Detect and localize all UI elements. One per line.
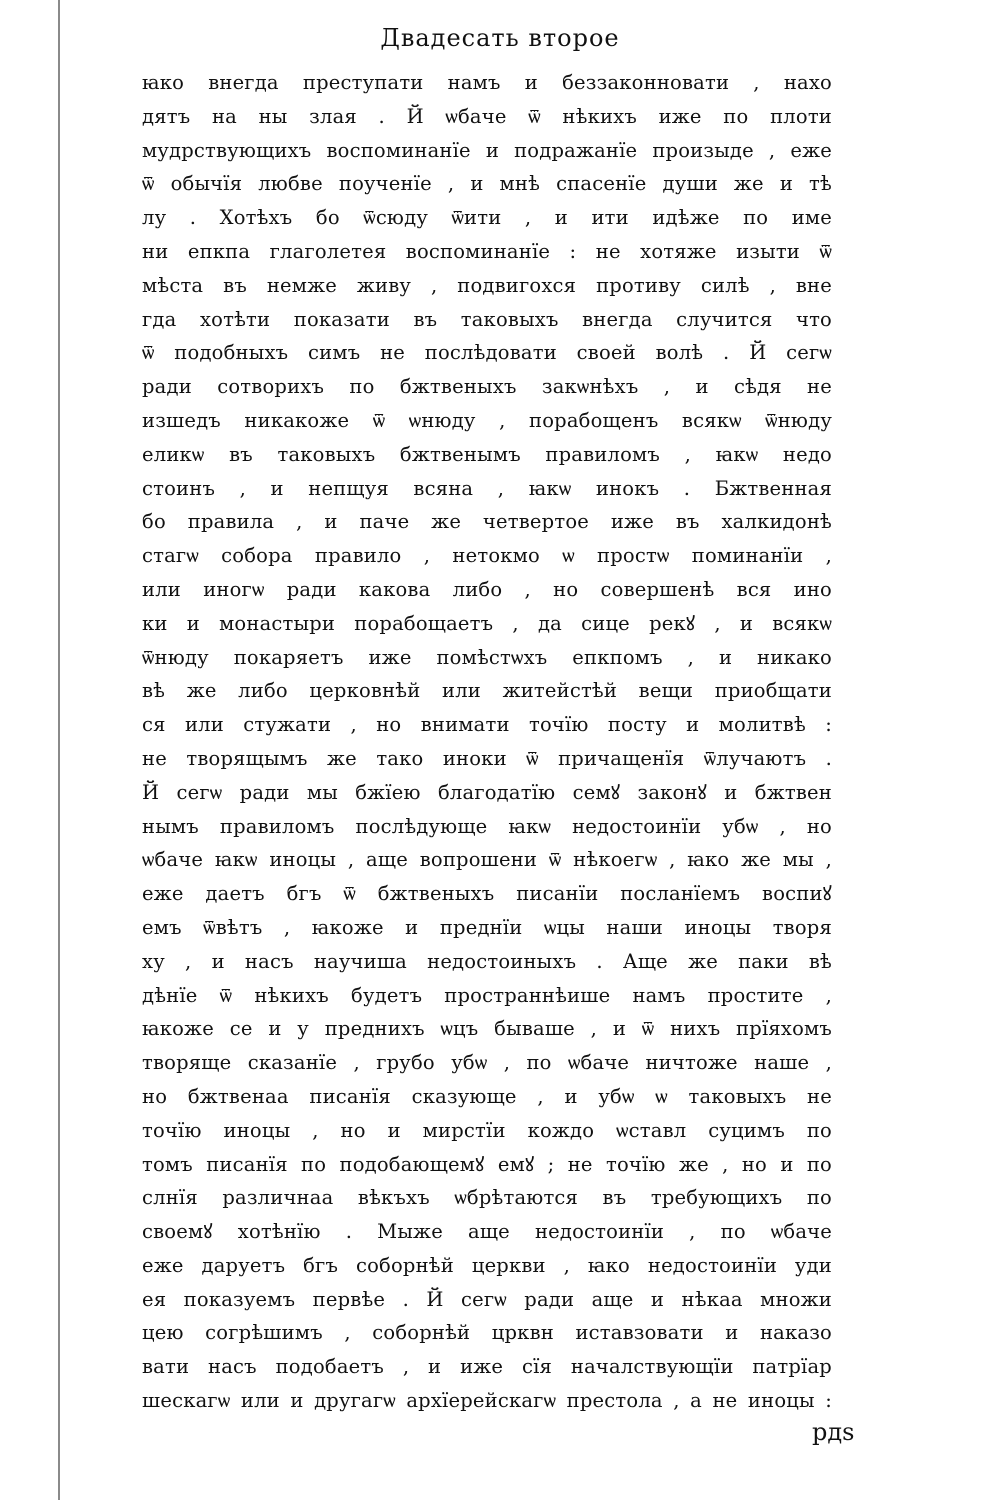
- text-line: ꙗкоже се и у преднихъ ѡцъ бываше , и ѿ нихъ прїяхомъ: [142, 1017, 832, 1041]
- text-line: ни епкпа глаголетея воспоминанїе : не хотяже изыти ѿ: [142, 239, 832, 263]
- text-line: еже даруетъ бгъ соборнѣй церкви , ꙗко недостоинїи уди: [142, 1253, 832, 1277]
- text-line: ради сотворихъ по бжтвеныхъ закѡнѣхъ , и сѣдя не: [142, 375, 832, 399]
- text-line: не творящымъ же тако иноки ѿ причащенїя ѿлучаютъ .: [142, 746, 832, 770]
- text-line: точїю иноцы , но и мирстїи кождо ѡставл суцимъ по: [142, 1118, 832, 1142]
- text-line: мѣста въ немже живу , подвигохся противу силѣ , вне: [142, 273, 832, 297]
- text-line: дятъ на ны злая . Й ѡбаче ѿ нѣкихъ иже по плоти: [142, 104, 832, 128]
- page-edge-shadow: [58, 0, 60, 1500]
- text-line: томъ писанїя по подобающемꙋ емꙋ ; не точїю же , но и по: [142, 1152, 832, 1176]
- text-line: ху , и насъ научиша недостоиныхъ . Аще же паки вѣ: [142, 949, 832, 973]
- text-line: еже даетъ бгъ ѿ бжтвеныхъ писанїи посланїемъ воспиꙋ: [142, 882, 832, 906]
- text-line: стоинъ , и непщуя всяна , ꙗкѡ инокъ . Бжтвенная: [142, 476, 832, 500]
- text-line: шескагѡ или и другагѡ архїерейскагѡ престола , а не иноцы :: [142, 1389, 832, 1413]
- text-line: цею согрѣшимъ , соборнѣй црквн иставзовати и наказо: [142, 1321, 832, 1345]
- running-head: Двадесать второе: [380, 24, 620, 52]
- text-block: [142, 66, 832, 1418]
- text-line: изшедъ никакоже ѿ ѡнюду , порабощенъ всякѡ ѿнюду: [142, 408, 832, 432]
- text-line: но бжтвенаа писанїя сказующе , и убѡ ѡ таковыхъ не: [142, 1084, 832, 1108]
- text-line: слнїя различнаа вѣкъхъ ѡбрѣтаются въ требующихъ по: [142, 1186, 832, 1210]
- text-line: ѿ подобныхъ симъ не послѣдовати своей волѣ . Й сегѡ: [142, 341, 832, 365]
- text-line: еликѡ въ таковыхъ бжтвенымъ правиломъ , ꙗкѡ недо: [142, 442, 832, 466]
- text-line: нымъ правиломъ послѣдующе ꙗкѡ недостоинїи убѡ , но: [142, 814, 832, 838]
- text-line: вѣ же либо церковнѣй или житейстѣй вещи приобщати: [142, 679, 832, 703]
- text-line: или иногѡ ради какова либо , но совершенѣ вся ино: [142, 577, 832, 601]
- text-line: гда хотѣти показати въ таковыхъ внегда случится что: [142, 307, 832, 331]
- folio-number: рдѕ: [812, 1418, 855, 1446]
- text-line: своемꙋ хотѣнїю . Мыже аще недостоинїи , по ѡбаче: [142, 1220, 832, 1244]
- text-line: ѿнюду покаряетъ иже помѣстѡхъ епкпомъ , и никако: [142, 645, 832, 669]
- text-line: ся или стужати , но внимати точїю посту и молитвѣ :: [142, 713, 832, 737]
- text-line: Й сегѡ ради мы бжїею благодатїю семꙋ законꙋ и бжтвен: [142, 780, 832, 804]
- text-line: вати насъ подобаетъ , и иже сїя началствующїи патрїар: [142, 1355, 832, 1379]
- text-line: мудрствующихъ воспоминанїе и подражанїе произыде , еже: [142, 138, 832, 162]
- text-line: ея показуемъ первѣе . Й сегѡ ради аще и нѣкаа множи: [142, 1287, 832, 1311]
- text-line: дѣнїе ѿ нѣкихъ будетъ пространнѣише намъ простите ,: [142, 983, 832, 1007]
- text-line: бо правила , и паче же четвертое иже въ халкидонѣ: [142, 510, 832, 534]
- text-line: ꙗко внегда преступати намъ и беззаконновати , нахо: [142, 71, 832, 94]
- text-line: ки и монастыри порабощаетъ , да сице рекꙋ , и всякѡ: [142, 611, 832, 635]
- text-line: ѡбаче ꙗкѡ иноцы , аще вопрошени ѿ нѣкоегѡ , ꙗко же мы ,: [142, 848, 832, 872]
- text-line: стагѡ собора правило , нетокмо ѡ простѡ поминанїи ,: [142, 544, 832, 568]
- text-line: ѿ обычїя любве поученїе , и мнѣ спасенїе души же и тѣ: [142, 172, 832, 196]
- text-line: творяще сказанїе , грубо убѡ , по ѡбаче ничтоже наше ,: [142, 1051, 832, 1075]
- text-line: лу . Хотѣхъ бо ѿсюду ѿити , и ити идѣже по име: [142, 206, 832, 230]
- text-line: емъ ѿвѣтъ , ꙗкоже и преднїи ѡцы наши иноцы творя: [142, 915, 832, 939]
